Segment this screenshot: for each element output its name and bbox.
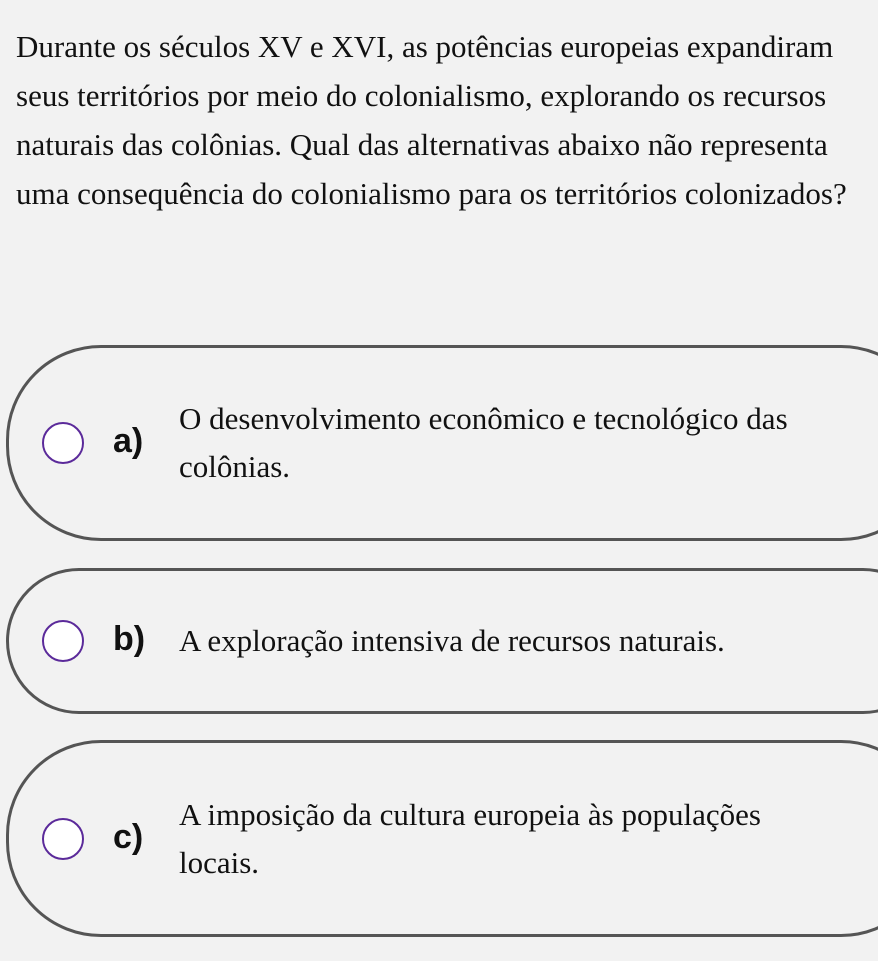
- option-letter-a: a): [113, 421, 144, 460]
- radio-button-b[interactable]: [42, 620, 84, 662]
- option-letter-c: c): [113, 817, 144, 856]
- option-b[interactable]: [6, 568, 878, 714]
- option-text-a: O desenvolvimento econômico e tecnológico das colônias.: [179, 401, 788, 484]
- radio-button-a[interactable]: [42, 422, 84, 464]
- option-a[interactable]: [6, 345, 878, 541]
- option-letter-b: b): [113, 619, 146, 658]
- option-text-b: A exploração intensiva de recursos naturais.: [179, 623, 725, 658]
- question-text: Durante os séculos XV e XVI, as potências europeias expandiram seus territórios por meio do colonialismo, explorando os recursos naturais das colônias. Qual das alternativas abaixo não representa uma consequência do colonialismo para os territórios colonizados?: [16, 29, 847, 211]
- option-text-c: A imposição da cultura europeia às populações locais.: [179, 796, 761, 880]
- radio-button-c[interactable]: [42, 818, 84, 860]
- option-c[interactable]: [6, 740, 878, 937]
